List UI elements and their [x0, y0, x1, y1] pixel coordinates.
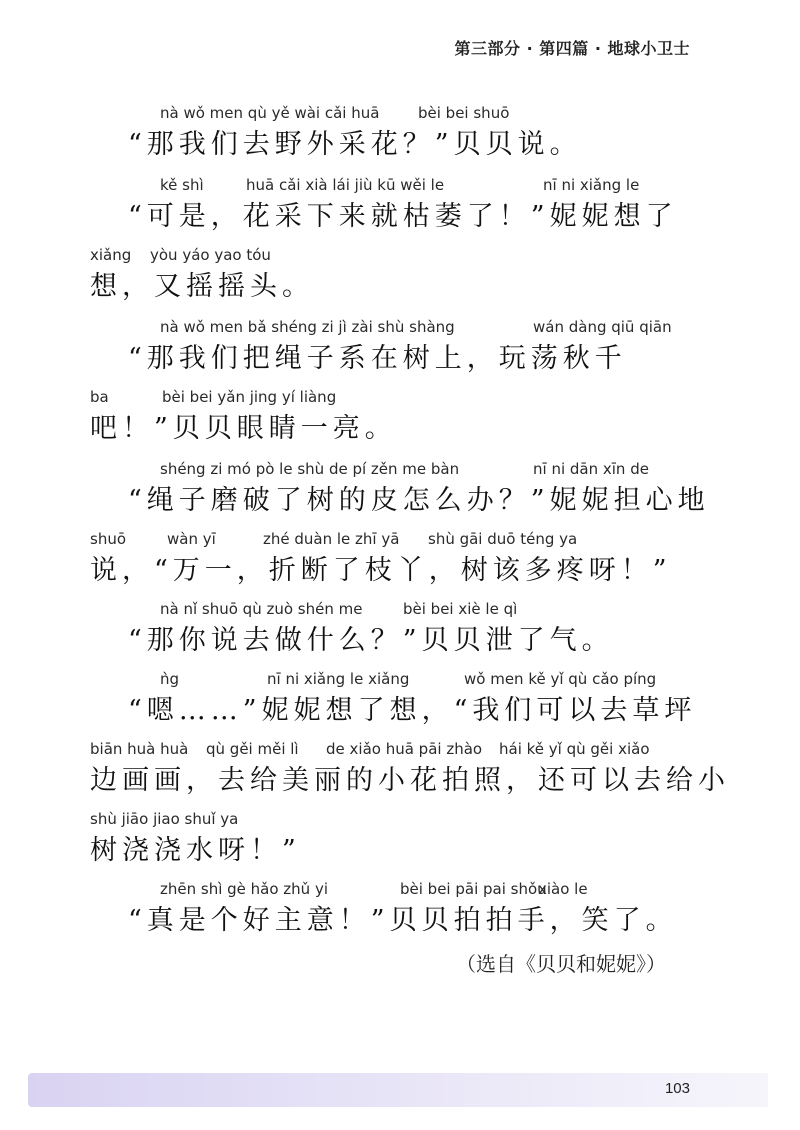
pinyin-annotation: zhé duàn le zhī yā [263, 530, 400, 548]
chinese-text: “可是，花采下来就枯萎了！”妮妮想了 [128, 201, 678, 232]
page-number: 103 [664, 1080, 690, 1097]
pinyin-annotation: nī ni xiǎng le [543, 176, 640, 194]
pinyin-annotation: biān huà huà [90, 740, 189, 758]
pinyin-annotation: bèi bei pāi pai shǒu [400, 880, 547, 898]
pinyin-annotation: yòu yáo yao tóu [150, 246, 271, 264]
pinyin-annotation: shù jiāo jiao shuǐ ya [90, 810, 239, 828]
pinyin-annotation: shuō [90, 530, 127, 548]
pinyin-annotation: ǹg [160, 670, 180, 688]
pinyin-annotation: xiǎng [90, 246, 132, 264]
pinyin-annotation: huā cǎi xià lái jiù kū wěi le [246, 176, 445, 194]
chinese-text: 边画画，去给美丽的小花拍照，还可以去给小 [90, 765, 730, 796]
chinese-text: “那我们把绳子系在树上，玩荡秋千 [128, 343, 627, 374]
chinese-text: 吧！”贝贝眼睛一亮。 [90, 413, 397, 444]
pinyin-annotation: wàn yī [167, 530, 216, 548]
chinese-text: “那我们去野外采花？”贝贝说。 [128, 129, 582, 160]
pinyin-annotation: wǒ men kě yǐ qù cǎo píng [464, 670, 657, 688]
pinyin-annotation: zhēn shì gè hǎo zhǔ yi [160, 880, 329, 898]
chinese-text: 想，又摇摇头。 [90, 271, 314, 302]
pinyin-annotation: nī ni xiǎng le xiǎng [267, 670, 410, 688]
pinyin-annotation: bèi bei yǎn jing yí liàng [162, 388, 337, 406]
section-header: 第三部分 · 第四篇 · 地球小卫士 [454, 39, 690, 58]
pinyin-annotation: bèi bei shuō [418, 104, 510, 122]
pinyin-annotation: hái kě yǐ qù gěi xiǎo [499, 740, 650, 758]
pinyin-annotation: nī ni dān xīn de [533, 460, 649, 478]
pinyin-annotation: shéng zi mó pò le shù de pí zěn me bàn [160, 460, 460, 478]
pinyin-annotation: shù gāi duō téng ya [428, 530, 578, 548]
pinyin-annotation: xiào le [538, 880, 588, 898]
pinyin-annotation: wán dàng qiū qiān [533, 318, 672, 336]
chinese-text: “嗯……”妮妮想了想，“我们可以去草坪 [128, 695, 697, 726]
pinyin-annotation: nà wǒ men bǎ shéng zi jì zài shù shàng [160, 318, 455, 336]
chinese-text: “绳子磨破了树的皮怎么办？”妮妮担心地 [128, 485, 710, 516]
pinyin-annotation: qù gěi měi lì [206, 740, 299, 758]
pinyin-annotation: kě shì [160, 176, 204, 194]
pinyin-annotation: bèi bei xiè le qì [403, 600, 518, 618]
footer-band [28, 1073, 768, 1107]
chinese-text: 说，“万一，折断了枝丫，树该多疼呀！” [90, 555, 672, 586]
pinyin-annotation: nà wǒ men qù yě wài cǎi huā [160, 104, 380, 122]
pinyin-annotation: nà nǐ shuō qù zuò shén me [160, 600, 363, 618]
source-citation: （选自《贝贝和妮妮》） [456, 952, 666, 976]
pinyin-annotation: de xiǎo huā pāi zhào [326, 740, 483, 758]
chinese-text: 树浇浇水呀！” [90, 835, 301, 866]
chinese-text: “真是个好主意！”贝贝拍拍手，笑了。 [128, 905, 678, 936]
chinese-text: “那你说去做什么？”贝贝泄了气。 [128, 625, 614, 656]
pinyin-annotation: ba [90, 388, 109, 406]
